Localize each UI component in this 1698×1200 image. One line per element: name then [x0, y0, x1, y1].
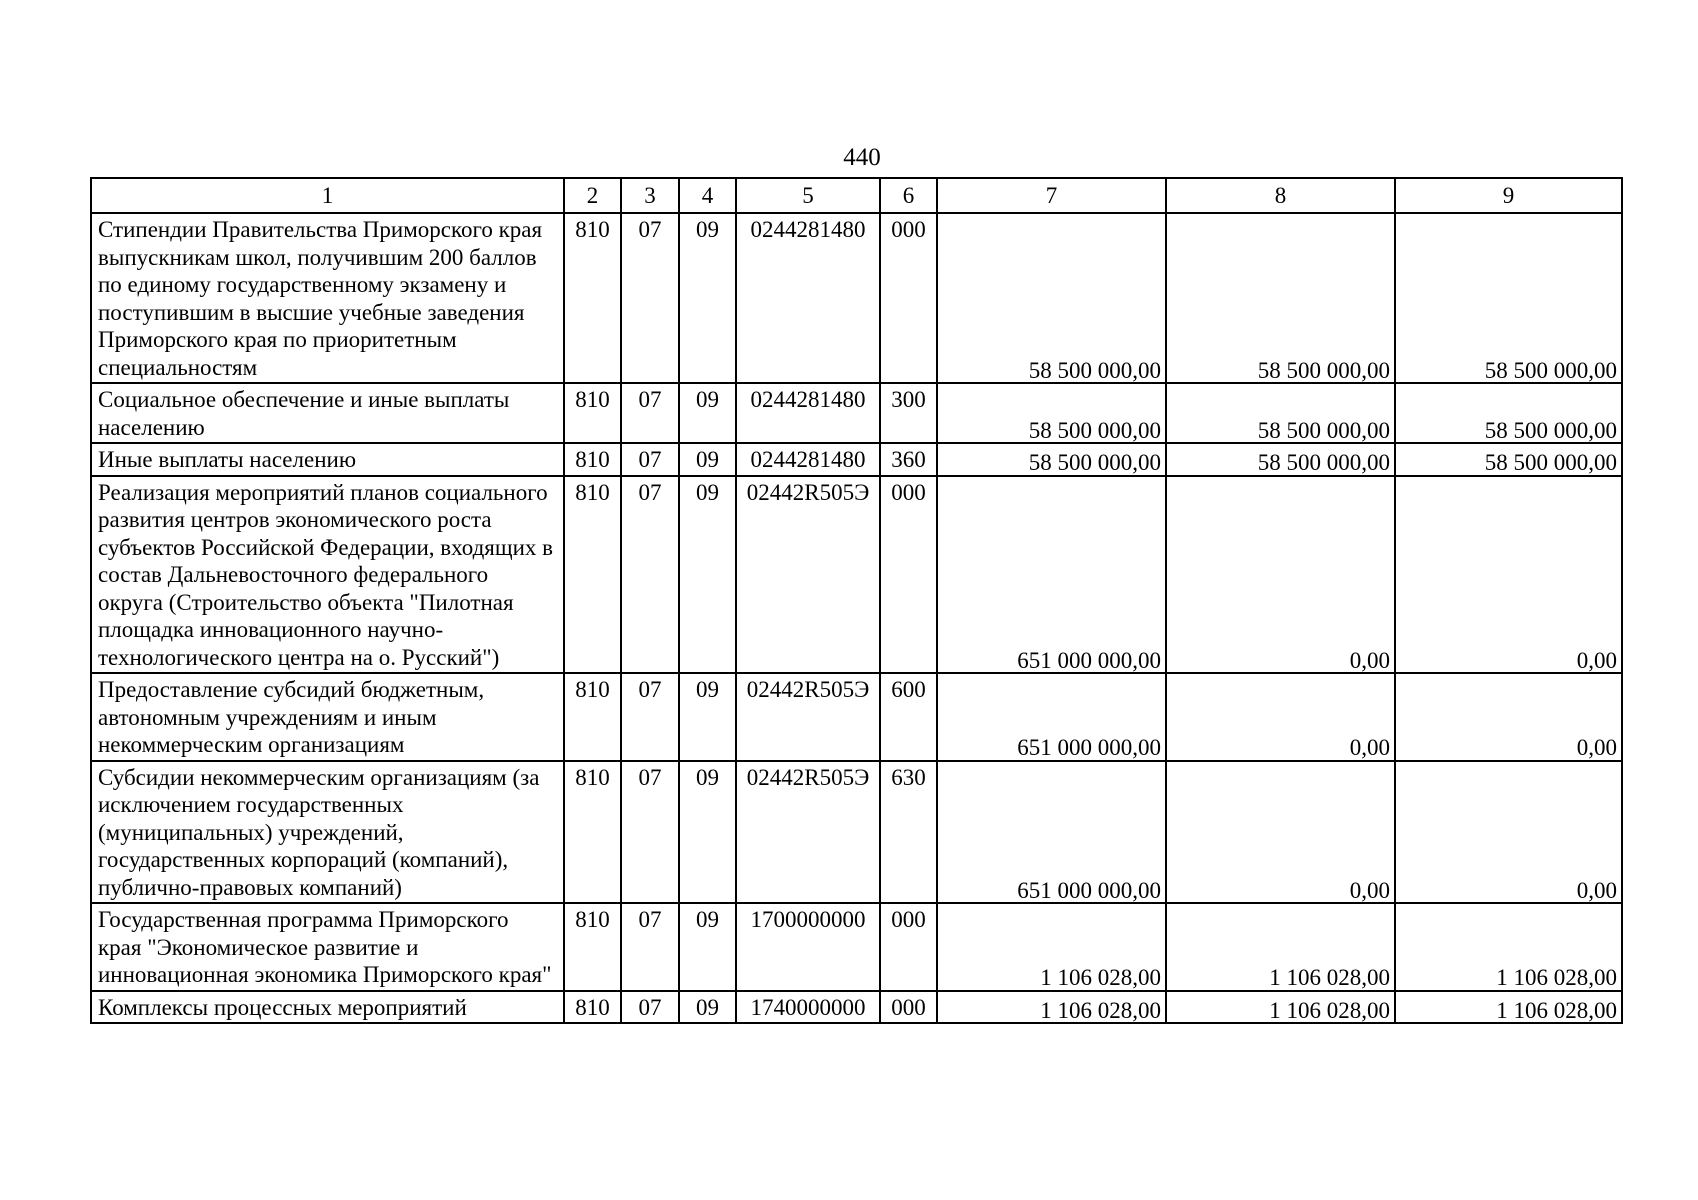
amount-cell [1395, 991, 1622, 1024]
header-cell: 8 [1166, 178, 1395, 213]
header-cell: 1 [91, 178, 564, 213]
item-name: Субсидии некоммерческим организациям (за исключением государственных (муниципальных) учреждений, государственных корпораций (компаний), публично-правовых компаний) [91, 761, 564, 904]
amount-value: 1 106 028,00 [1269, 997, 1390, 1023]
amount-value: 1 106 028,00 [1496, 997, 1617, 1023]
amount-cell [1395, 383, 1622, 443]
code-cell: 600 [880, 673, 937, 761]
code-cell: 810 [564, 673, 621, 761]
table-row [91, 213, 1622, 383]
amount-value: 58 500 000,00 [1028, 357, 1161, 383]
amount-cell [1395, 476, 1622, 674]
code-cell: 0244281480 [736, 443, 880, 476]
code-cell: 1740000000 [736, 991, 880, 1024]
code-cell: 810 [564, 476, 621, 674]
amount-value: 58 500 000,00 [1028, 417, 1161, 443]
table-row [91, 991, 1622, 1024]
amount-cell [937, 383, 1166, 443]
code-cell: 000 [880, 476, 937, 674]
header-cell: 6 [880, 178, 937, 213]
table-header-row [91, 178, 1622, 213]
code-cell: 0244281480 [736, 383, 880, 443]
code-cell: 07 [621, 761, 679, 904]
code-cell: 09 [679, 213, 736, 383]
code-cell: 07 [621, 991, 679, 1024]
amount-cell [937, 761, 1166, 904]
amount-cell [1166, 443, 1395, 476]
item-name: Реализация мероприятий планов социального развития центров экономического роста субъектов Российской Федерации, входящих в состав Дальневосточного федерального округа (Строительство объекта "Пилотная площадка инновационного научно-технологического центра на о. Русский") [91, 476, 564, 674]
amount-value: 0,00 [1349, 647, 1390, 673]
code-cell: 02442R505Э [736, 761, 880, 904]
table-row [91, 761, 1622, 904]
code-cell: 07 [621, 476, 679, 674]
table-row [91, 673, 1622, 761]
amount-cell [937, 213, 1166, 383]
amount-value: 1 106 028,00 [1496, 965, 1617, 990]
code-cell: 630 [880, 761, 937, 904]
amount-value: 58 500 000,00 [1028, 450, 1161, 475]
amount-value: 1 106 028,00 [1040, 965, 1161, 990]
code-cell: 300 [880, 383, 937, 443]
code-cell: 09 [679, 991, 736, 1024]
amount-cell [937, 476, 1166, 674]
header-cell: 7 [937, 178, 1166, 213]
header-cell: 5 [736, 178, 880, 213]
code-cell: 09 [679, 383, 736, 443]
amount-value: 58 500 000,00 [1257, 450, 1390, 475]
code-cell: 09 [679, 903, 736, 991]
amount-cell [1395, 213, 1622, 383]
budget-table [90, 177, 1623, 1024]
amount-value: 651 000 000,00 [1017, 877, 1161, 903]
header-cell: 4 [679, 178, 736, 213]
amount-value: 0,00 [1576, 647, 1617, 673]
header-cell: 3 [621, 178, 679, 213]
code-cell: 000 [880, 213, 937, 383]
code-cell: 07 [621, 673, 679, 761]
amount-cell [1166, 903, 1395, 991]
code-cell: 810 [564, 383, 621, 443]
item-name: Социальное обеспечение и иные выплаты населению [91, 383, 564, 443]
amount-cell [1166, 213, 1395, 383]
amount-value: 1 106 028,00 [1269, 965, 1390, 990]
amount-value: 1 106 028,00 [1040, 997, 1161, 1023]
amount-value: 0,00 [1349, 735, 1390, 760]
header-cell: 9 [1395, 178, 1622, 213]
amount-cell [937, 443, 1166, 476]
code-cell: 07 [621, 383, 679, 443]
code-cell: 0244281480 [736, 213, 880, 383]
table-row [91, 903, 1622, 991]
code-cell: 09 [679, 443, 736, 476]
amount-cell [1166, 383, 1395, 443]
table-row [91, 443, 1622, 476]
code-cell: 810 [564, 991, 621, 1024]
code-cell: 07 [621, 903, 679, 991]
code-cell: 09 [679, 761, 736, 904]
table-row [91, 383, 1622, 443]
item-name: Предоставление субсидий бюджетным, автономным учреждениям и иным некоммерческим организациям [91, 673, 564, 761]
amount-cell [1395, 443, 1622, 476]
code-cell: 09 [679, 476, 736, 674]
amount-cell [937, 673, 1166, 761]
item-name: Комплексы процессных мероприятий [91, 991, 564, 1024]
code-cell: 810 [564, 443, 621, 476]
amount-value: 58 500 000,00 [1257, 357, 1390, 383]
amount-value: 0,00 [1349, 877, 1390, 903]
amount-cell [1166, 673, 1395, 761]
code-cell: 810 [564, 903, 621, 991]
table-row [91, 476, 1622, 674]
code-cell: 02442R505Э [736, 673, 880, 761]
item-name: Иные выплаты населению [91, 443, 564, 476]
amount-value: 58 500 000,00 [1484, 450, 1617, 475]
amount-cell [937, 903, 1166, 991]
code-cell: 07 [621, 443, 679, 476]
amount-cell [1395, 761, 1622, 904]
amount-value: 58 500 000,00 [1257, 417, 1390, 443]
amount-value: 0,00 [1576, 877, 1617, 903]
code-cell: 000 [880, 991, 937, 1024]
code-cell: 000 [880, 903, 937, 991]
page-number: 440 [843, 144, 881, 171]
item-name: Стипендии Правительства Приморского края выпускникам школ, получившим 200 баллов по единому государственному экзамену и поступившим в высшие учебные заведения Приморского края по приоритетным специальностям [91, 213, 564, 383]
code-cell: 810 [564, 761, 621, 904]
amount-cell [1395, 903, 1622, 991]
code-cell: 1700000000 [736, 903, 880, 991]
item-name: Государственная программа Приморского края "Экономическое развитие и инновационная экономика Приморского края" [91, 903, 564, 991]
amount-value: 651 000 000,00 [1017, 647, 1161, 673]
amount-value: 0,00 [1576, 735, 1617, 760]
code-cell: 07 [621, 213, 679, 383]
code-cell: 09 [679, 673, 736, 761]
code-cell: 810 [564, 213, 621, 383]
amount-value: 58 500 000,00 [1484, 417, 1617, 443]
amount-value: 651 000 000,00 [1017, 735, 1161, 760]
amount-cell [1166, 761, 1395, 904]
amount-cell [1166, 476, 1395, 674]
amount-value: 58 500 000,00 [1484, 357, 1617, 383]
header-cell: 2 [564, 178, 621, 213]
code-cell: 02442R505Э [736, 476, 880, 674]
amount-cell [1395, 673, 1622, 761]
code-cell: 360 [880, 443, 937, 476]
amount-cell [1166, 991, 1395, 1024]
amount-cell [937, 991, 1166, 1024]
